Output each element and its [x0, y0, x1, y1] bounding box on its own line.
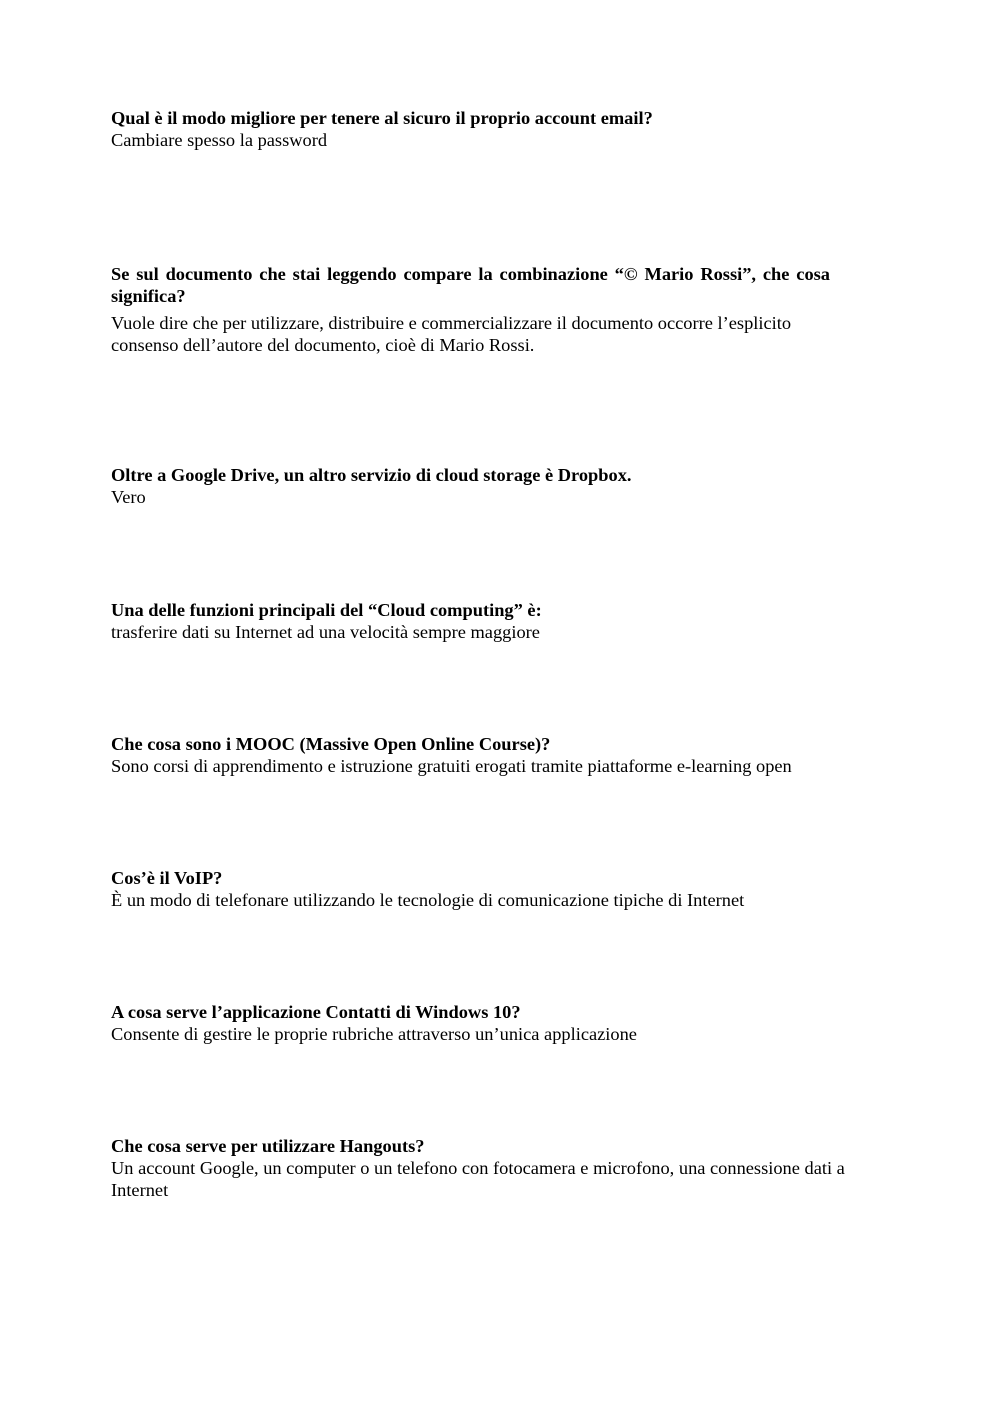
qa-item-email-security	[111, 107, 883, 151]
question-text: Se sul documento che stai leggendo compare la combinazione “© Mario Rossi”, che cosa significa?	[111, 264, 830, 306]
qa-item-mooc	[111, 733, 883, 777]
answer-text: Vuole dire che per utilizzare, distribuire e commercializzare il documento occorre l’esplicito consenso dell’autore del documento, cioè di Mario Rossi.	[111, 313, 792, 355]
qa-item-hangouts	[111, 1135, 883, 1201]
question-text: Oltre a Google Drive, un altro servizio di cloud storage è Dropbox.	[111, 465, 632, 485]
answer-text: Vero	[111, 487, 146, 507]
answer-text: Un account Google, un computer o un telefono con fotocamera e microfono, una connessione dati a Internet	[111, 1158, 845, 1200]
answer-text: È un modo di telefonare utilizzando le tecnologie di comunicazione tipiche di Internet	[111, 890, 745, 910]
qa-item-voip	[111, 867, 883, 911]
question-text: Che cosa sono i MOOC (Massive Open Online Course)?	[111, 734, 551, 754]
qa-item-cloud-storage	[111, 464, 883, 508]
question-text: Una delle funzioni principali del “Cloud computing” è:	[111, 600, 542, 620]
qa-item-cloud-computing	[111, 599, 883, 643]
answer-text: Cambiare spesso la password	[111, 130, 328, 150]
question-text: A cosa serve l’applicazione Contatti di Windows 10?	[111, 1002, 521, 1022]
answer-text: Consente di gestire le proprie rubriche attraverso un’unica applicazione	[111, 1024, 637, 1044]
question-text: Qual è il modo migliore per tenere al sicuro il proprio account email?	[111, 108, 653, 128]
answer-text: trasferire dati su Internet ad una velocità sempre maggiore	[111, 622, 540, 642]
question-text: Cos’è il VoIP?	[111, 868, 223, 888]
question-text: Che cosa serve per utilizzare Hangouts?	[111, 1136, 425, 1156]
answer-text: Sono corsi di apprendimento e istruzione gratuiti erogati tramite piattaforme e-learning open	[111, 756, 792, 776]
qa-item-windows-contacts	[111, 1001, 883, 1045]
qa-item-copyright	[111, 263, 883, 356]
